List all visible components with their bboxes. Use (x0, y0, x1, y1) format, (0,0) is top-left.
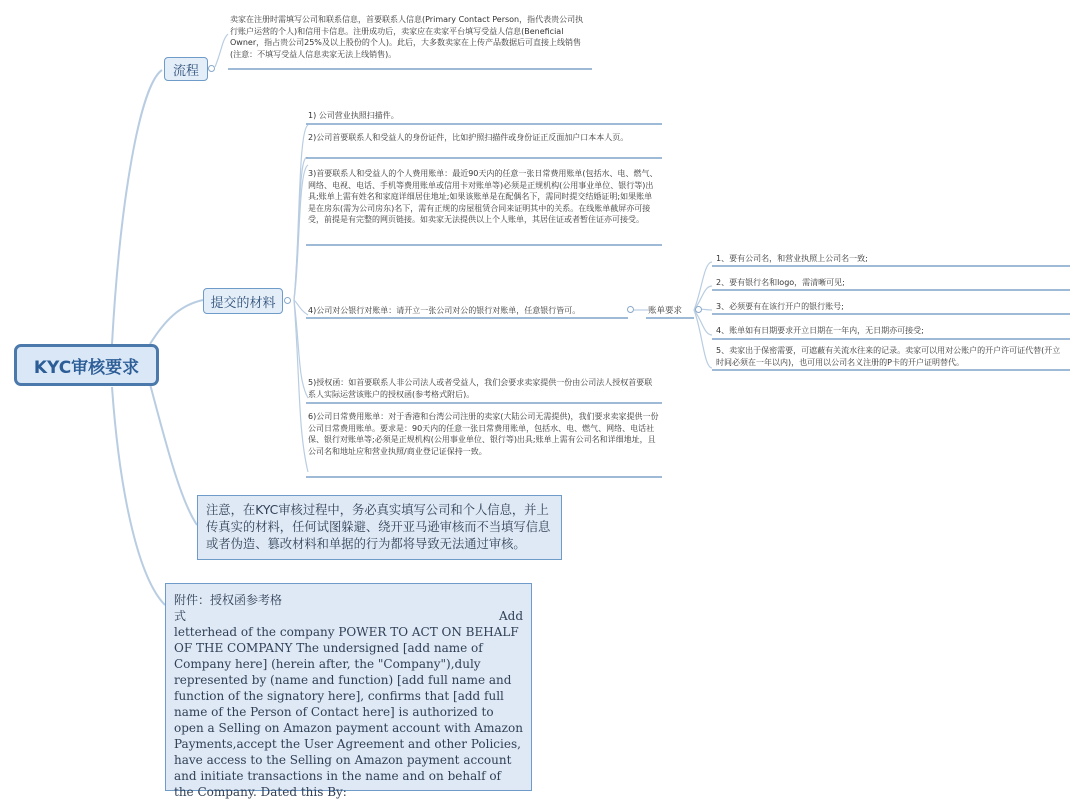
material-item-5: 5)授权函：如首要联系人非公司法人或者受益人，我们会要求卖家提供一份由公司法人授权首要联系人实际运营该账户的授权函(参考格式附后)。 (308, 378, 653, 399)
root-topic[interactable]: KYC审核要求 (14, 344, 159, 386)
attachment-heading: 附件：授权函参考格 (174, 593, 283, 607)
branch-process[interactable]: 流程 (164, 57, 208, 81)
collapse-dot-materials[interactable] (284, 297, 291, 304)
collapse-dot-item-4[interactable] (627, 306, 634, 313)
attachment-add: Add (498, 609, 523, 623)
material-item-1: 1) 公司营业执照扫描件。 (308, 111, 399, 120)
attachment-body: letterhead of the company POWER TO ACT ON BEHALF OF THE COMPANY The undersigned [add name of Company here] (herein after, the "Company"),duly represented by (name and function) [add full name and function of the signatory here], confirms that [add full name of the Person of Contact here] is authorized to open a Selling on Amazon payment account with Amazon Payments,accept the User Agreement and other Policies, have access to the Selling on Amazon payment account and initiate transactions in the name and on behalf of the Company. Dated this By: (174, 625, 523, 799)
material-item-6: 6)公司日常费用账单：对于香港和台湾公司注册的卖家(大陆公司无需提供)，我们要求卖家提供一份公司日常费用账单。要求是：90天内的任意一张日常费用账单，包括水、电、燃气、网络、电话社保、银行对账单等;必须是正规机构(公用事业单位、银行等)出具;账单上需有公司名和详细地址，且公司名和地址应和营业执照/商业登记证保持一致。 (308, 412, 659, 456)
bill-req-5: 5、卖家出于保密需要，可遮蔽有关流水往来的记录。卖家可以用对公账户的开户许可证代替(开立时间必须在一年以内)，也可用以公司名义注册的P卡的开户证明替代。 (716, 346, 1061, 367)
collapse-dot-bill[interactable] (695, 306, 702, 313)
bill-req-3: 3、必须要有在该行开户的银行账号; (716, 302, 844, 311)
material-item-4: 4)公司对公银行对账单：请开立一张公司对公的银行对账单，任意银行皆可。 (308, 306, 581, 315)
bill-requirements-label[interactable]: 账单要求 (648, 306, 683, 316)
notice-box: 注意，在KYC审核过程中，务必真实填写公司和个人信息，并上传真实的材料，任何试图躲避、绕开亚马逊审核而不当填写信息或者伪造、篡改材料和单据的行为都将导致无法通过审核。 (197, 495, 562, 560)
branch-materials[interactable]: 提交的材料 (203, 288, 283, 314)
bill-req-1: 1、要有公司名，和营业执照上公司名一致; (716, 254, 868, 263)
bill-req-2: 2、要有银行名和logo，需清晰可见; (716, 278, 845, 287)
material-item-3: 3)首要联系人和受益人的个人费用账单：最近90天内的任意一张日常费用账单(包括水、电、燃气、网络、电视、电话、手机等费用账单或信用卡对账单等)必须是正规机构(公用事业单位、银行等)出具;账单上需有姓名和家庭详细居住地址;如果该账单是在配偶名下，需同时提交结婚证明;如果账单是在房东(需为公司房东)名下，需有正规的房屋租赁合同来证明其中的关系。在线账单截屏亦可接受，前提是有完整的网页链接。如卖家无法提供以上个人账单，其居住证或者暂住证亦可接受。 (308, 169, 658, 224)
collapse-dot-process[interactable] (208, 65, 215, 72)
attachment-box (165, 583, 532, 799)
process-description: 卖家在注册时需填写公司和联系信息，首要联系人信息(Primary Contact Person，指代表贵公司执行账户运营的个人)和信用卡信息。注册成功后，卖家应在卖家平台填写受益人信息(Beneficial Owner，指占贵公司25%及以上股份的个人)。此后，大多数卖家在上传产品数据后可直接上线销售(注意：不填写受益人信息卖家无法上线销售)。 (230, 15, 584, 59)
bill-req-4: 4、账单如有日期要求开立日期在一年内，无日期亦可接受; (716, 326, 924, 335)
material-item-2: 2)公司首要联系人和受益人的身份证件，比如护照扫描件或身份证正反面加户口本本人页。 (308, 133, 629, 142)
attachment-heading-cont: 式 (174, 609, 187, 623)
